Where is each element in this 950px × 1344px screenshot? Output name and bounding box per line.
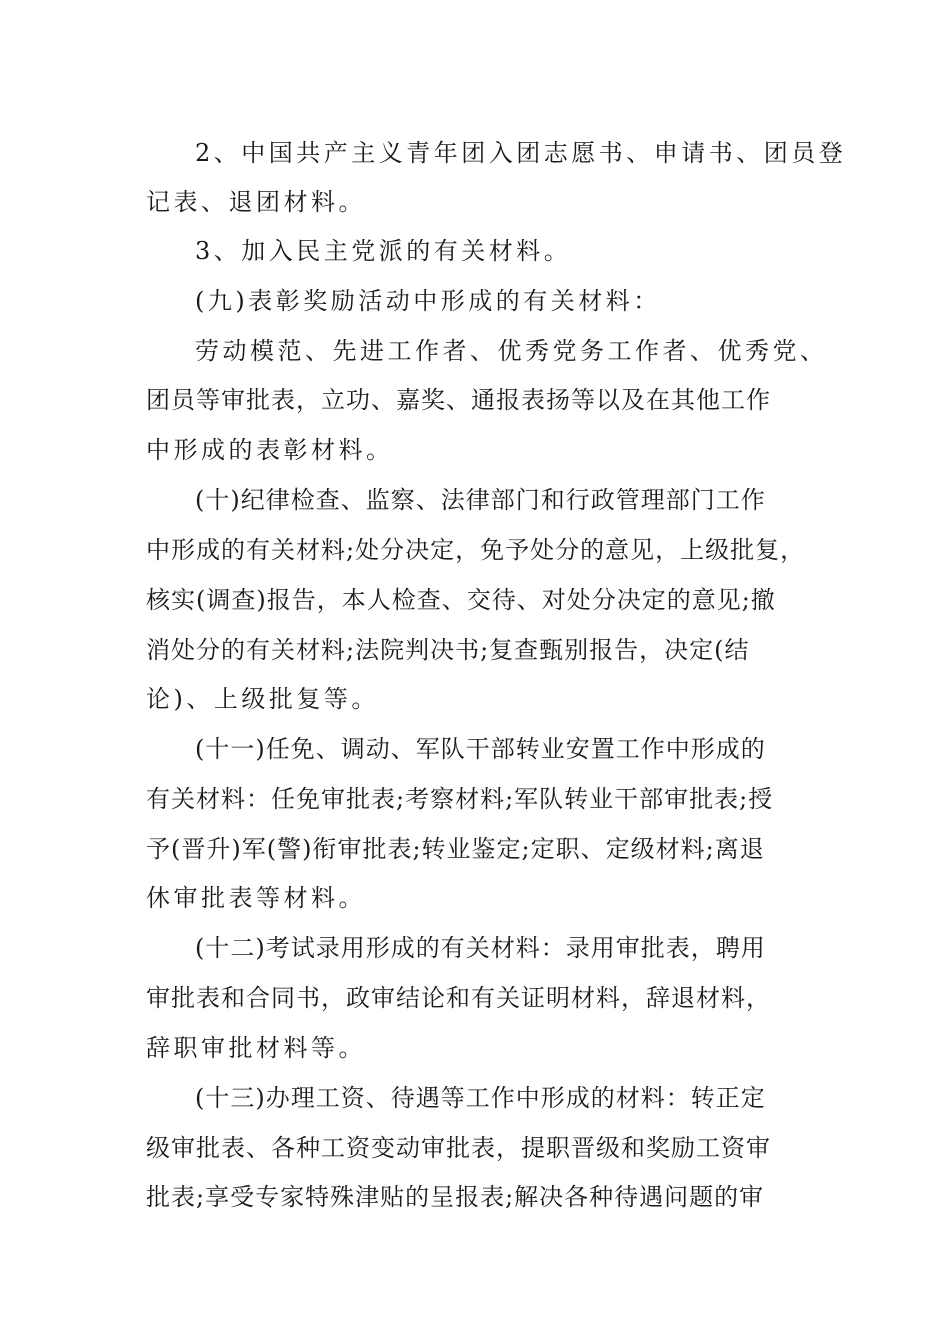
text-line: 辞职审批材料等。 [146, 1034, 366, 1062]
text-line: 级审批表、各种工资变动审批表，提职晋级和奖励工资审 [146, 1134, 771, 1162]
text-line: (十一)任免、调动、军队干部转业安置工作中形成的 [195, 735, 766, 763]
text-line: 审批表和合同书，政审结论和有关证明材料，辞退材料， [146, 984, 771, 1012]
text-line: 批表;享受专家特殊津贴的呈报表;解决各种待遇问题的审 [146, 1183, 765, 1211]
text-line: 予(晋升)军(警)衔审批表;转业鉴定;定职、定级材料;离退 [146, 835, 765, 863]
text-line: 记表、退团材料。 [146, 188, 366, 216]
text-line: 劳动模范、先进工作者、优秀党务工作者、优秀党、 [195, 337, 828, 365]
text-line: 中形成的有关材料;处分决定，免予处分的意见，上级批复， [146, 536, 806, 564]
text-line: 论)、上级批复等。 [146, 685, 379, 713]
text-line: 有关材料：任免审批表;考察材料;军队转业干部审批表;授 [146, 785, 774, 813]
text-line: 3、加入民主党派的有关材料。 [195, 237, 572, 265]
text-line: 消处分的有关材料;法院判决书;复查甄别报告，决定(结 [146, 636, 750, 664]
text-line: 休审批表等材料。 [146, 884, 366, 912]
text-line: (十三)办理工资、待遇等工作中形成的材料：转正定 [195, 1084, 766, 1112]
text-line: (十二)考试录用形成的有关材料：录用审批表，聘用 [195, 934, 766, 962]
text-line: (十)纪律检查、监察、法律部门和行政管理部门工作 [195, 486, 766, 514]
text-line: 核实(调查)报告，本人检查、交待、对处分决定的意见;撤 [146, 586, 776, 614]
text-line: (九)表彰奖励活动中形成的有关材料： [195, 287, 661, 315]
text-line: 中形成的表彰材料。 [146, 436, 394, 464]
text-line: 团员等审批表，立功、嘉奖、通报表扬等以及在其他工作 [146, 386, 771, 414]
text-line: 2、中国共产主义青年团入团志愿书、申请书、团员登 [195, 139, 847, 167]
